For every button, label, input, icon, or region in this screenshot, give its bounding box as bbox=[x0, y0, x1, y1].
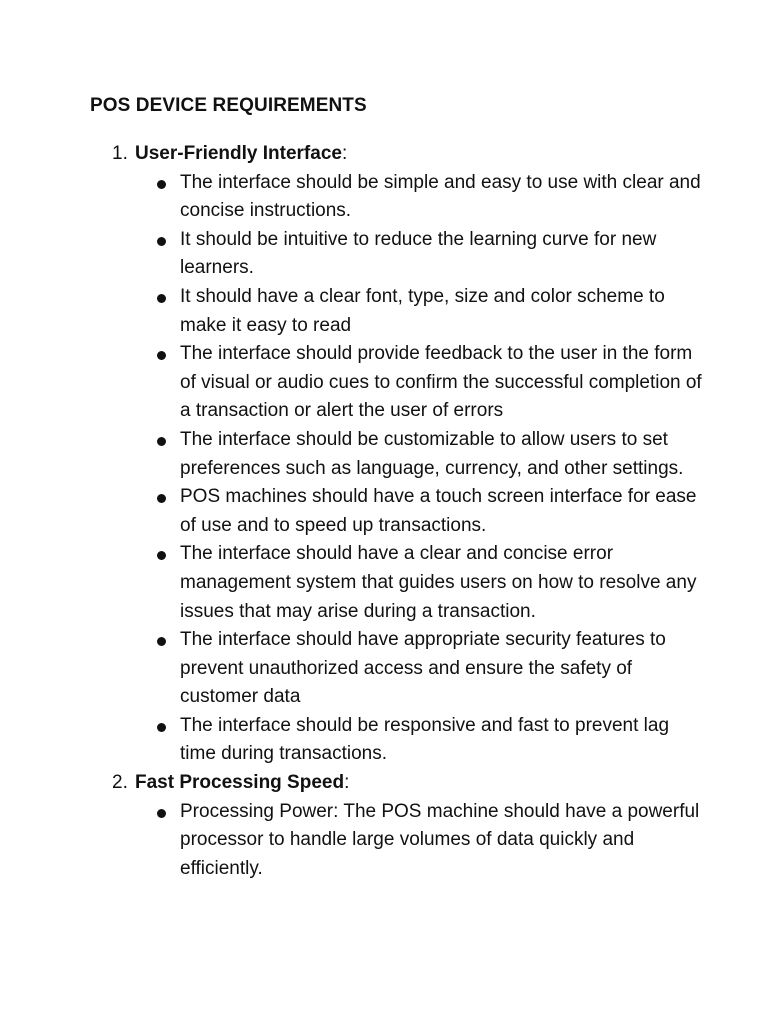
bullet-icon bbox=[157, 437, 166, 446]
section-title-suffix: : bbox=[341, 143, 348, 164]
list-item bbox=[180, 169, 708, 226]
bullet-icon bbox=[157, 180, 166, 189]
list-item bbox=[180, 540, 708, 626]
list-item-text: The interface should be customizable to allow users to set preferences such as language, currency, and other settings. bbox=[180, 428, 684, 479]
list-item-text: It should be intuitive to reduce the learning curve for new learners. bbox=[180, 228, 657, 279]
section-title-suffix: : bbox=[344, 772, 350, 794]
list-item bbox=[180, 483, 708, 540]
list-item-text: The interface should be simple and easy to use with clear and concise instructions. bbox=[180, 171, 701, 222]
list-item bbox=[180, 426, 708, 483]
section-title: User-Friendly Interface bbox=[135, 143, 342, 164]
bullet-icon bbox=[157, 351, 166, 360]
bullet-list bbox=[135, 798, 708, 884]
list-item bbox=[180, 283, 708, 340]
list-item-text: The interface should have appropriate security features to prevent unauthorized access and ensure the safety of customer data bbox=[180, 629, 666, 708]
section-title: Fast Processing Speed bbox=[135, 772, 345, 794]
list-item bbox=[180, 626, 708, 712]
section-number: 1. bbox=[112, 143, 128, 164]
bullet-list bbox=[135, 169, 708, 769]
section-user-friendly-interface bbox=[90, 140, 708, 769]
bullet-icon bbox=[157, 637, 166, 646]
bullet-icon bbox=[157, 809, 166, 818]
section-heading bbox=[112, 769, 708, 798]
bullet-icon bbox=[157, 494, 166, 503]
list-item-text: The interface should provide feedback to the user in the form of visual or audio cues to confirm the successful completion of a transaction or alert the user of errors bbox=[180, 343, 702, 422]
list-item bbox=[180, 712, 708, 769]
list-item bbox=[180, 226, 708, 283]
list-item-text: Processing Power: The POS machine should have a powerful processor to handle large volumes of data quickly and efficiently. bbox=[180, 800, 700, 879]
list-item-text: It should have a clear font, type, size and color scheme to make it easy to read bbox=[180, 285, 665, 336]
list-item-text: POS machines should have a touch screen interface for ease of use and to speed up transactions. bbox=[180, 486, 697, 536]
section-number: 2. bbox=[112, 772, 128, 794]
document-title: POS DEVICE REQUIREMENTS bbox=[90, 95, 367, 116]
bullet-icon bbox=[157, 237, 166, 246]
bullet-icon bbox=[157, 294, 166, 303]
bullet-icon bbox=[157, 551, 166, 560]
section-fast-processing-speed bbox=[90, 769, 708, 883]
list-item bbox=[180, 798, 708, 884]
list-item-text: The interface should be responsive and fast to prevent lag time during transactions. bbox=[180, 714, 670, 765]
list-item-text: The interface should have a clear and concise error management system that guides users on how to resolve any issues that may arise during a transaction. bbox=[180, 543, 697, 622]
list-item bbox=[180, 340, 708, 426]
section-heading bbox=[112, 140, 708, 169]
bullet-icon bbox=[157, 723, 166, 732]
